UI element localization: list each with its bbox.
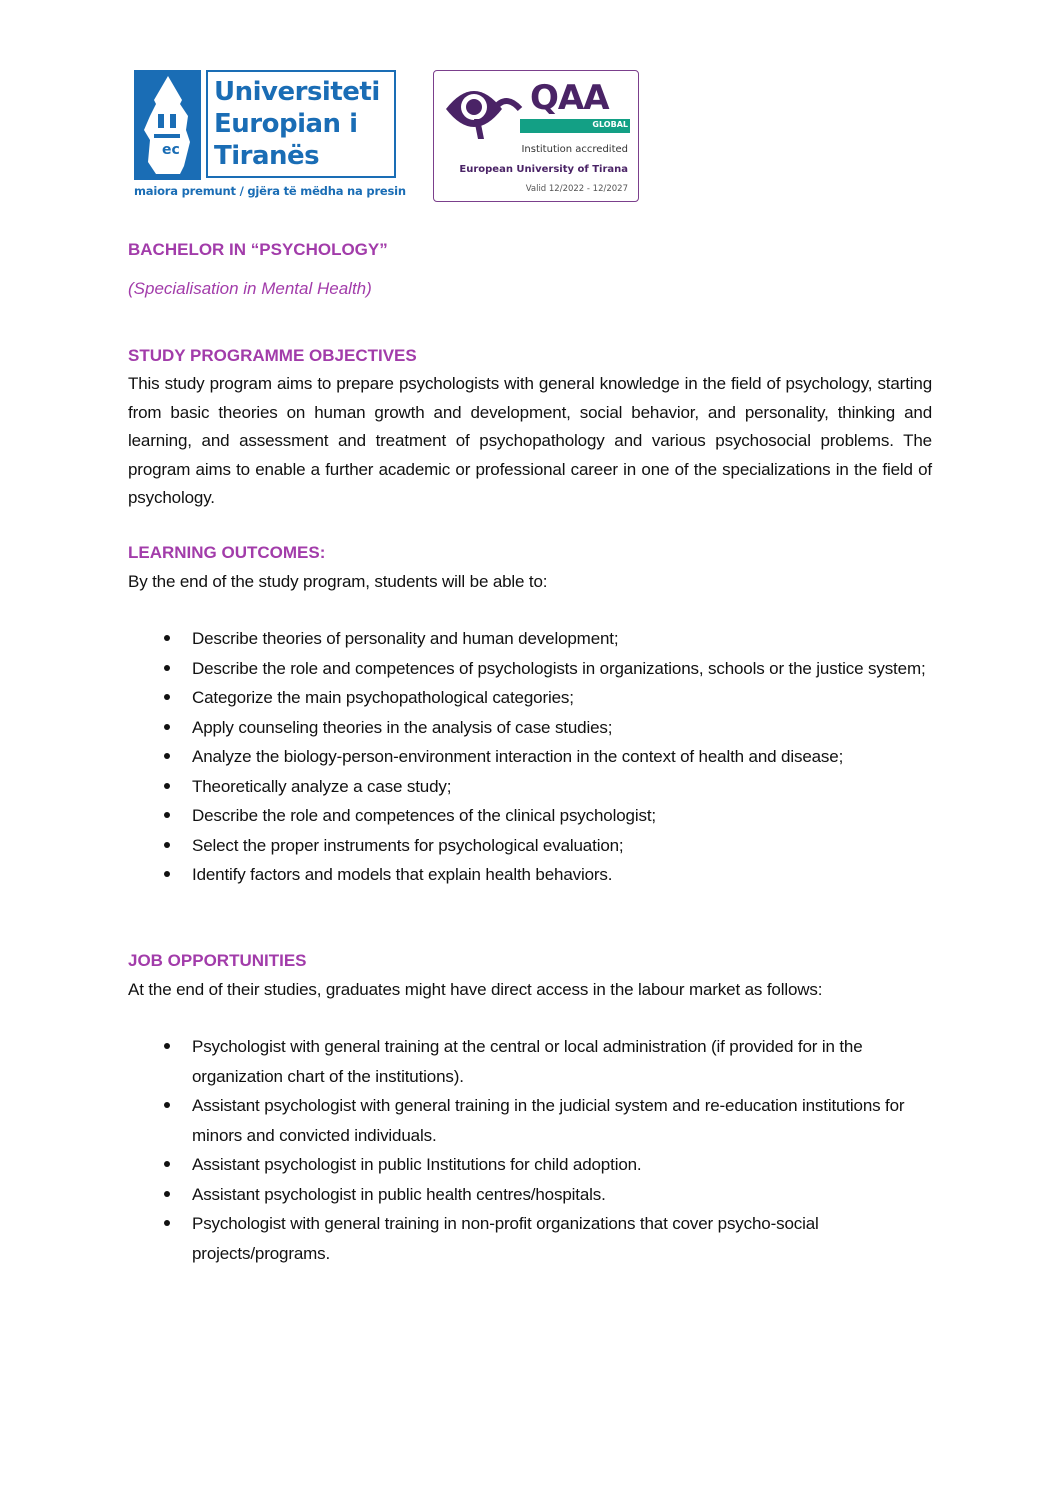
list-item: [128, 1209, 928, 1268]
bullet-icon: [164, 753, 170, 759]
university-motto: maiora premunt / gjëra të mëdha na presin: [134, 184, 406, 198]
list-item-text: Theoretically analyze a case study;: [192, 776, 452, 796]
bullet-icon: [164, 871, 170, 877]
svg-text:ec: ec: [162, 142, 180, 158]
qaa-title: QAA: [530, 78, 609, 118]
list-item: [128, 860, 928, 890]
list-item-text: Describe the role and competences of psychologists in organizations, schools or the justice system;: [192, 658, 926, 678]
bullet-icon: [164, 1220, 170, 1226]
list-item-text: Describe the role and competences of the clinical psychologist;: [192, 806, 656, 825]
qaa-global-label: GLOBAL: [592, 120, 628, 129]
qaa-accredited-text: Institution accredited: [521, 144, 628, 155]
list-item-text: Assistant psychologist with general training in the judicial system and re-education institutions for minors and convicted individuals.: [192, 1096, 905, 1145]
university-name-line: Europian i: [214, 109, 358, 139]
bullet-icon: [164, 1043, 170, 1049]
bullet-icon: [164, 1102, 170, 1108]
bullet-icon: [164, 1161, 170, 1167]
objectives-paragraph: This study program aims to prepare psychologists with general knowledge in the field of psychology, starting from basic theories on human growth and development, social behavior, and personality, thinking and learning, and assessment and treatment of psychopathology and various psychosocial problems. The program aims to enable a further academic or professional career in one of the specializations in the field of psychology.: [128, 374, 932, 507]
document-subtitle: (Specialisation in Mental Health): [128, 279, 372, 298]
list-item-text: Categorize the main psychopathological categories;: [192, 688, 574, 707]
list-item: [128, 772, 928, 802]
list-item-text: Describe theories of personality and human development;: [192, 629, 619, 648]
outcomes-list: [128, 624, 928, 890]
bullet-icon: [164, 842, 170, 848]
list-item: [128, 1091, 928, 1150]
list-item-text: Identify factors and models that explain health behaviors.: [192, 865, 613, 884]
qaa-institution-name: European University of Tirana: [459, 164, 628, 175]
bullet-icon: [164, 694, 170, 700]
outcomes-intro: By the end of the study program, students will be able to:: [128, 572, 548, 591]
jobs-list: [128, 1032, 928, 1268]
university-name-line: Universiteti: [214, 77, 380, 107]
document-title: BACHELOR IN “PSYCHOLOGY”: [128, 240, 388, 259]
bullet-icon: [164, 783, 170, 789]
qaa-accreditation-badge: [433, 70, 639, 202]
outcomes-heading: LEARNING OUTCOMES:: [128, 543, 326, 562]
list-item: [128, 801, 928, 831]
list-item-text: Analyze the biology-person-environment interaction in the context of health and disease;: [192, 747, 844, 766]
university-logo: [134, 70, 406, 204]
bullet-icon: [164, 1191, 170, 1197]
bullet-icon: [164, 724, 170, 730]
bullet-icon: [164, 665, 170, 671]
list-item: [128, 624, 928, 654]
list-item: [128, 713, 928, 743]
list-item-text: Select the proper instruments for psychological evaluation;: [192, 835, 624, 855]
list-item-text: Apply counseling theories in the analysis of case studies;: [192, 717, 613, 737]
university-emblem-icon: [134, 70, 201, 180]
list-item: [128, 654, 928, 684]
university-name: [214, 76, 380, 172]
bullet-icon: [164, 635, 170, 641]
objectives-heading: STUDY PROGRAMME OBJECTIVES: [128, 346, 417, 365]
list-item-text: Assistant psychologist in public health centres/hospitals.: [192, 1184, 606, 1204]
list-item: [128, 1032, 928, 1091]
list-item: [128, 683, 928, 713]
list-item-text: Assistant psychologist in public Institutions for child adoption.: [192, 1155, 642, 1174]
list-item: [128, 1180, 928, 1210]
list-item: [128, 831, 928, 861]
university-name-line: Tiranës: [214, 141, 320, 171]
qaa-eye-icon: [444, 79, 544, 143]
bullet-icon: [164, 812, 170, 818]
qaa-validity: Valid 12/2022 - 12/2027: [525, 184, 628, 194]
university-name-box: [206, 70, 396, 178]
list-item: [128, 1150, 928, 1180]
jobs-intro: At the end of their studies, graduates might have direct access in the labour market as follows:: [128, 980, 823, 999]
jobs-heading: JOB OPPORTUNITIES: [128, 951, 307, 970]
list-item: [128, 742, 928, 772]
list-item-text: Psychologist with general training in non-profit organizations that cover psycho-social projects/programs.: [192, 1214, 819, 1263]
list-item-text: Psychologist with general training at the central or local administration (if provided for in the organization chart of the institutions).: [192, 1037, 863, 1086]
